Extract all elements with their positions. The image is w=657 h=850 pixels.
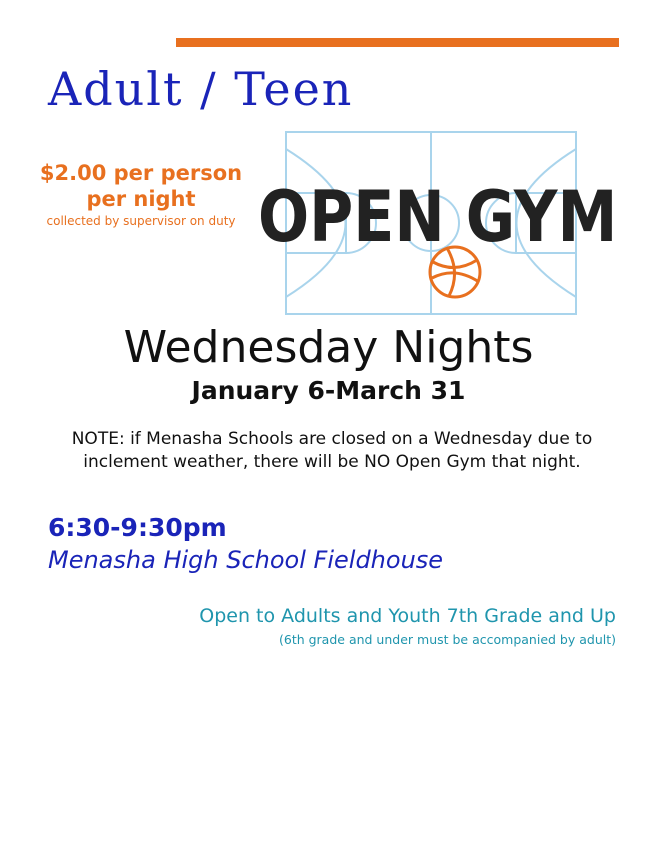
price-line: $2.00 per person — [39, 161, 243, 185]
schedule-dates: January 6-March 31 — [191, 376, 466, 405]
price-collection-note: collected by supervisor on duty — [46, 214, 236, 228]
orange-accent-bar — [176, 38, 619, 47]
event-time: 6:30-9:30pm — [48, 513, 227, 542]
closure-note: NOTE: if Menasha Schools are closed on a Wednesday due to inclement weather, there will be NO Open Gym that night. — [71, 429, 593, 472]
open-gym-logo-text: OPEN GYM — [258, 176, 618, 258]
schedule-days: Wednesday Nights — [123, 322, 534, 373]
flyer-title: Adult / Teen — [48, 62, 354, 116]
eligibility-main: Open to Adults and Youth 7th Grade and Up — [199, 605, 616, 627]
basketball-icon — [427, 244, 483, 300]
event-venue: Menasha High School Fieldhouse — [48, 546, 444, 574]
pricing-block — [34, 160, 248, 229]
eligibility-note: (6th grade and under must be accompanied by adult) — [278, 632, 616, 647]
price-per-night: per night — [86, 187, 196, 211]
